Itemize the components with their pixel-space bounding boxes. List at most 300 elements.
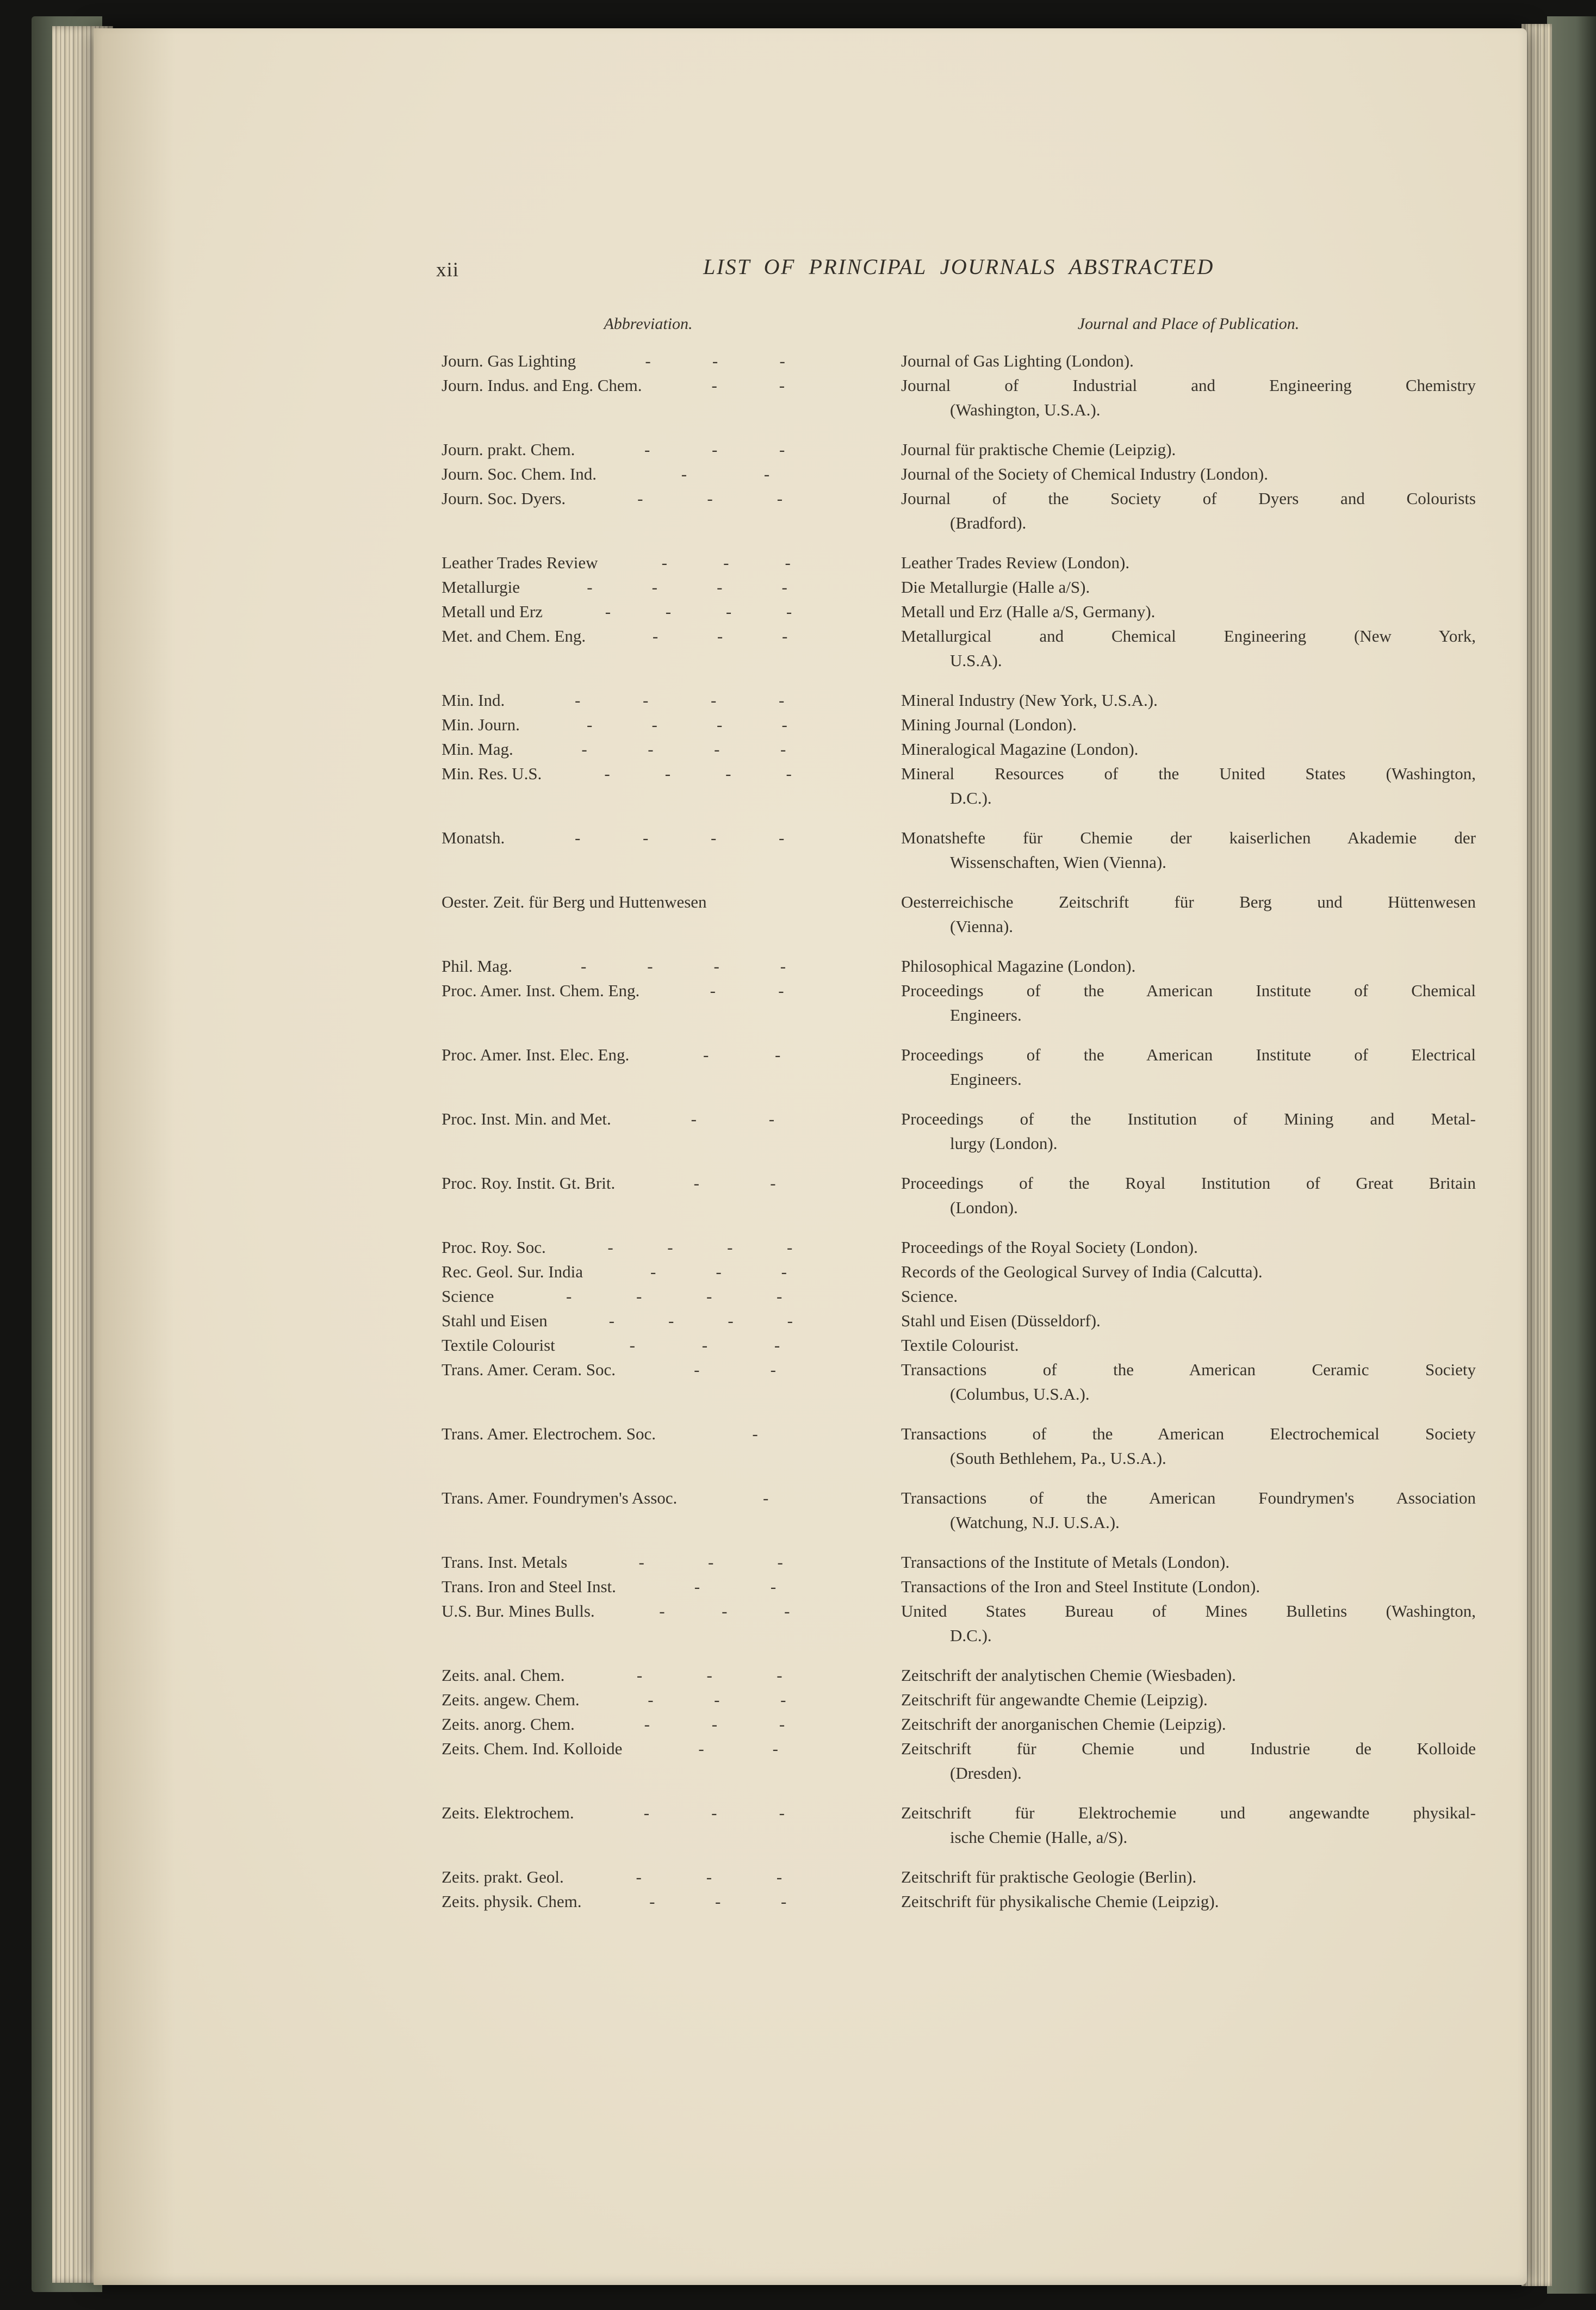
journal-line: Mineralogical Magazine (London). [901,740,1139,759]
abbreviation-text: Textile Colourist [442,1336,555,1355]
abbreviation-text: Proc. Inst. Min. and Met. [442,1109,611,1128]
dash-leaders [630,1736,847,1761]
abbreviation-text: Stahl und Eisen [442,1311,548,1330]
journal-line: (Bradford). [950,513,1027,532]
page-content [436,254,1476,1914]
journal-line: Proceedings of the American Institute of Electrical [901,1045,1476,1064]
journal-entry [442,1357,1476,1406]
abbreviation-cell [442,575,901,599]
abbreviation-text: Met. and Chem. Eng. [442,626,586,645]
abbreviation-text: Zeits. anorg. Chem. [442,1715,575,1734]
journal-cell [901,1574,1476,1599]
abbreviation-text: Zeits. Elektrochem. [442,1803,574,1822]
journal-cell [901,1357,1476,1406]
journal-cell [901,624,1476,673]
dash-leaders [554,1235,847,1259]
journal-line: (Watchung, N.J. U.S.A.). [950,1513,1120,1532]
journal-line: (Columbus, U.S.A.). [950,1384,1090,1404]
dash: - [711,376,717,395]
dash: - [716,1262,722,1281]
journal-line: Die Metallurgie (Halle a/S). [901,578,1090,597]
abbreviation-text: Proc. Roy. Soc. [442,1238,546,1257]
journal-line: (South Bethlehem, Pa., U.S.A.). [950,1449,1166,1468]
dash-leaders [715,890,847,914]
dash-leaders [575,1550,847,1574]
dash: - [649,1892,655,1911]
journal-cell [901,599,1476,624]
column-headers [442,315,1476,339]
journal-line: ische Chemie (Halle, a/S). [950,1828,1128,1847]
abbreviation-column-header: Abbreviation. [604,315,693,333]
book-page [94,28,1527,2285]
dash-leaders [572,1865,847,1889]
abbreviation-text: Journ. prakt. Chem. [442,440,575,459]
abbreviation-cell [442,1284,901,1308]
dash: - [644,1715,650,1734]
journal-entry [442,1736,1476,1785]
dash: - [643,1803,650,1822]
journal-cell [901,486,1476,535]
abbreviation-text: Trans. Amer. Foundrymen's Assoc. [442,1488,678,1507]
journal-column-header: Journal and Place of Publication. [1077,315,1300,333]
journal-line: (Washington, U.S.A.). [950,400,1101,419]
journal-cell [901,1284,1476,1308]
abbreviation-text: Trans. Amer. Electrochem. Soc. [442,1424,656,1443]
dash-leaders [521,737,847,761]
dash: - [723,553,729,572]
abbreviation-cell [442,890,901,914]
abbreviation-cell [442,712,901,737]
journal-entry [442,1712,1476,1736]
dash: - [717,715,723,734]
dash: - [779,1803,785,1822]
journal-line: Mining Journal (London). [901,715,1077,734]
dash: - [642,828,649,847]
journal-entry [442,1333,1476,1357]
abbreviation-cell [442,437,901,462]
journal-line: Proceedings of the American Institute of Chemical [901,981,1476,1000]
journal-entry [442,349,1476,373]
journal-cell [901,1889,1476,1914]
dash: - [785,553,791,572]
journal-entry [442,1687,1476,1712]
journal-line: Proceedings of the Royal Institution of Great Britain [901,1173,1476,1193]
dash: - [779,1715,785,1734]
abbreviation-text: Proc. Roy. Instit. Gt. Brit. [442,1173,616,1193]
dash: - [605,602,611,621]
journal-entry [442,688,1476,712]
journal-line: Engineers. [950,1070,1022,1089]
dash: - [778,981,784,1000]
journal-line: Proceedings of the Institution of Mining and Metal- [901,1109,1476,1128]
abbreviation-text: Monatsh. [442,828,505,847]
dash: - [787,1238,793,1257]
journal-line: Textile Colourist. [901,1336,1019,1355]
dash: - [706,1287,712,1306]
abbreviation-cell [442,1574,901,1599]
journal-cell [901,688,1476,712]
journal-line: Journal of Gas Lighting (London). [901,351,1134,370]
page-header [436,254,1476,285]
dash: - [668,1311,674,1330]
dash-leaders [685,1486,847,1510]
dash-leaders [550,599,847,624]
dash: - [781,626,788,645]
journal-entry [442,712,1476,737]
dash: - [604,764,610,783]
journal-entry [442,1235,1476,1259]
journal-line: Transactions of the American Foundrymen's Association [901,1488,1476,1507]
journal-cell [901,1171,1476,1220]
dash: - [786,764,792,783]
journal-entry [442,599,1476,624]
journal-entry [442,1486,1476,1535]
abbreviation-text: Zeits. physik. Chem. [442,1892,582,1911]
journal-line: Zeitschrift für angewandte Chemie (Leipzig). [901,1690,1208,1709]
abbreviation-cell [442,1333,901,1357]
dash: - [778,691,785,710]
abbreviation-text: Trans. Inst. Metals [442,1553,568,1572]
journal-line: lurgy (London). [950,1134,1058,1153]
dash: - [722,1601,728,1620]
journal-line: Journal of the Society of Chemical Industry (London). [901,464,1268,483]
dash: - [770,1360,776,1379]
abbreviation-cell [442,954,901,978]
journal-entry [442,462,1476,486]
abbreviation-text: Zeits. Chem. Ind. Kolloide [442,1739,623,1758]
journal-line: Journal für praktische Chemie (Leipzig). [901,440,1176,459]
journal-cell [901,1687,1476,1712]
journal-entry [442,1599,1476,1648]
abbreviation-text: Journ. Indus. and Eng. Chem. [442,376,642,395]
dash: - [781,1262,787,1281]
dash: - [652,626,659,645]
abbreviation-cell [442,978,901,1003]
journal-cell [901,1486,1476,1535]
abbreviation-cell [442,486,901,511]
dash: - [779,440,785,459]
journal-entry [442,1663,1476,1687]
dash: - [711,1803,717,1822]
abbreviation-cell [442,1042,901,1067]
journal-cell [901,1865,1476,1889]
journal-entry [442,954,1476,978]
dash: - [580,957,587,976]
dash: - [681,464,687,483]
journal-cell [901,1712,1476,1736]
dash: - [715,1892,721,1911]
abbreviation-text: Proc. Amer. Inst. Elec. Eng. [442,1045,630,1064]
dash: - [777,1666,783,1685]
dash: - [642,691,649,710]
dash-leaders [520,954,847,978]
abbreviation-cell [442,1889,901,1914]
dash: - [725,602,732,621]
abbreviation-cell [442,1687,901,1712]
abbreviation-text: Journ. Soc. Dyers. [442,489,566,508]
journal-line: (London). [950,1198,1018,1217]
journal-entry [442,624,1476,673]
abbreviation-text: Leather Trades Review [442,553,598,572]
abbreviation-text: Min. Journ. [442,715,520,734]
dash: - [566,1287,572,1306]
journal-cell [901,349,1476,373]
journal-line: Transactions of the Institute of Metals (London). [901,1553,1230,1572]
dash: - [581,740,587,759]
dash: - [636,1666,643,1685]
abbreviation-text: Oester. Zeit. für Berg und Huttenwesen [442,892,707,911]
journal-line: Journal of Industrial and Engineering Chemistry [901,376,1476,395]
abbreviation-text: Rec. Geol. Sur. India [442,1262,583,1281]
journal-line: United States Bureau of Mines Bulletins (Washington, [901,1601,1476,1620]
dash-leaders [587,1687,847,1712]
journal-cell [901,1421,1476,1470]
abbreviation-cell [442,1357,901,1382]
abbreviation-text: Zeits. prakt. Geol. [442,1867,564,1886]
abbreviation-cell [442,1259,901,1284]
abbreviation-text: Zeits. anal. Chem. [442,1666,565,1685]
dash-leaders [563,1333,847,1357]
journal-line: Zeitschrift der anorganischen Chemie (Leipzig). [901,1715,1226,1734]
dash: - [713,957,719,976]
abbreviation-text: Min. Mag. [442,740,513,759]
dash: - [574,691,581,710]
abbreviation-text: Journ. Soc. Chem. Ind. [442,464,597,483]
dash: - [587,578,593,597]
dash: - [608,1311,614,1330]
abbreviation-text: Proc. Amer. Inst. Chem. Eng. [442,981,640,1000]
dash: - [648,740,654,759]
journal-cell [901,1259,1476,1284]
journal-line: Transactions of the American Electrochemical Society [901,1424,1476,1443]
dash-leaders [624,1574,847,1599]
dash-leaders [555,1308,847,1333]
dash: - [784,1601,790,1620]
abbreviation-text: Phil. Mag. [442,957,513,976]
journal-line: (Vienna). [950,917,1014,936]
dash: - [651,578,657,597]
abbreviation-cell [442,1599,901,1623]
journal-entry [442,1042,1476,1091]
abbreviation-cell [442,1712,901,1736]
abbreviation-cell [442,688,901,712]
journal-cell [901,1663,1476,1687]
journal-line: Zeitschrift für physikalische Chemie (Leipzig). [901,1892,1219,1911]
abbreviation-text: Trans. Amer. Ceram. Soc. [442,1360,616,1379]
dash-leaders [606,550,847,575]
journal-cell [901,825,1476,874]
journal-entry [442,373,1476,422]
dash: - [768,1109,775,1128]
dash: - [786,602,792,621]
dash: - [762,1488,769,1507]
dash-leaders [663,1421,847,1446]
journal-entry [442,1550,1476,1574]
dash: - [774,1045,781,1064]
book-cover-right [1547,16,1596,2294]
dash-leaders [572,1663,847,1687]
dash: - [776,1867,783,1886]
dash: - [774,1336,780,1355]
dash: - [763,464,770,483]
journal-entry [442,1107,1476,1156]
dash-leaders [603,1599,847,1623]
dash-leaders [591,1259,847,1284]
dash: - [714,740,720,759]
dash: - [710,981,716,1000]
page-number: xii [436,259,459,281]
dash: - [701,1336,708,1355]
dash-leaders [647,978,847,1003]
dash-leaders [582,437,847,462]
journal-entry [442,1865,1476,1889]
journal-cell [901,1800,1476,1849]
abbreviation-cell [442,462,901,486]
abbreviation-cell [442,1550,901,1574]
dash: - [706,1666,712,1685]
journal-cell [901,1308,1476,1333]
journal-entry [442,825,1476,874]
journal-cell [901,1107,1476,1156]
journal-line: Oesterreichische Zeitschrift für Berg und Hüttenwesen [901,892,1476,911]
dash-leaders [589,1889,847,1914]
journal-entry [442,486,1476,535]
abbreviation-cell [442,1736,901,1761]
dash: - [780,740,786,759]
abbreviation-cell [442,373,901,398]
page-title: LIST OF PRINCIPAL JOURNALS ABSTRACTED [703,254,1214,279]
dash: - [648,1690,654,1709]
dash-leaders [527,712,847,737]
journal-cell [901,437,1476,462]
dash: - [787,1311,793,1330]
dash: - [712,351,718,370]
dash-leaders [582,1800,847,1825]
dash: - [708,1553,714,1572]
dash-leaders [512,688,847,712]
abbreviation-text: Trans. Iron and Steel Inst. [442,1577,616,1596]
dash-leaders [512,825,847,850]
journal-entry [442,1308,1476,1333]
abbreviation-cell [442,1421,901,1446]
dash: - [712,440,718,459]
dash-leaders [549,761,847,786]
journal-line: Leather Trades Review (London). [901,553,1130,572]
journal-line: Stahl und Eisen (Düsseldorf). [901,1311,1101,1330]
dash: - [636,1867,642,1886]
dash: - [665,602,672,621]
journal-cell [901,1736,1476,1785]
dash: - [661,553,667,572]
dash: - [638,1553,644,1572]
dash-leaders [583,349,847,373]
dash: - [778,828,785,847]
dash: - [779,351,785,370]
dash: - [781,578,787,597]
dash: - [645,351,651,370]
dash-leaders [650,373,847,398]
dash: - [647,957,653,976]
journal-line: D.C.). [950,788,992,808]
dash: - [752,1424,758,1443]
journal-line: D.C.). [950,1626,992,1645]
journal-line: Mineral Industry (New York, U.S.A.). [901,691,1158,710]
journal-cell [901,462,1476,486]
abbreviation-text: U.S. Bur. Mines Bulls. [442,1601,595,1620]
dash: - [777,1287,783,1306]
dash: - [698,1739,704,1758]
journal-cell [901,1235,1476,1259]
dash: - [665,764,671,783]
journal-line: Metallurgical and Chemical Engineering (New York, [901,626,1476,645]
dash-leaders [604,462,847,486]
dash: - [780,1690,786,1709]
journal-cell [901,1333,1476,1357]
journal-list [442,349,1476,1914]
journal-line: Transactions of the Iron and Steel Institute (London). [901,1577,1260,1596]
dash: - [607,1238,613,1257]
journal-line: U.S.A). [950,651,1002,670]
journal-entry [442,1800,1476,1849]
journal-line: Science. [901,1287,958,1306]
journal-cell [901,890,1476,939]
abbreviation-cell [442,1235,901,1259]
journal-cell [901,761,1476,810]
dash: - [694,1360,700,1379]
dash-leaders [573,486,847,511]
journal-line: Mineral Resources of the United States (Washington, [901,764,1476,783]
journal-line: Zeitschrift für Chemie und Industrie de Kolloide [901,1739,1476,1758]
abbreviation-text: Metall und Erz [442,602,543,621]
dash-leaders [619,1107,847,1131]
abbreviation-cell [442,1486,901,1510]
dash: - [636,1287,642,1306]
dash: - [694,1577,700,1596]
dash: - [644,440,650,459]
journal-cell [901,575,1476,599]
abbreviation-cell [442,737,901,761]
abbreviation-cell [442,761,901,786]
journal-cell [901,550,1476,575]
journal-cell [901,1042,1476,1091]
journal-line: Journal of the Society of Dyers and Colourists [901,489,1476,508]
journal-entry [442,1171,1476,1220]
journal-line: Transactions of the American Ceramic Society [901,1360,1476,1379]
journal-cell [901,373,1476,422]
dash-leaders [623,1171,847,1195]
abbreviation-text: Min. Ind. [442,691,505,710]
abbreviation-text: Zeits. angew. Chem. [442,1690,580,1709]
dash: - [772,1739,778,1758]
journal-line: Monatshefte für Chemie der kaiserlichen Akademie der [901,828,1476,847]
abbreviation-cell [442,825,901,850]
journal-line: Philosophical Magazine (London). [901,957,1136,976]
abbreviation-text: Science [442,1287,494,1306]
journal-cell [901,954,1476,978]
abbreviation-cell [442,1107,901,1131]
dash-leaders [582,1712,847,1736]
journal-entry [442,437,1476,462]
journal-entry [442,737,1476,761]
dash: - [770,1577,777,1596]
dash: - [777,1553,783,1572]
dash: - [693,1173,699,1193]
dash: - [714,1690,720,1709]
abbreviation-cell [442,1308,901,1333]
abbreviation-text: Journ. Gas Lighting [442,351,576,370]
abbreviation-cell [442,1663,901,1687]
dash: - [781,1892,787,1911]
